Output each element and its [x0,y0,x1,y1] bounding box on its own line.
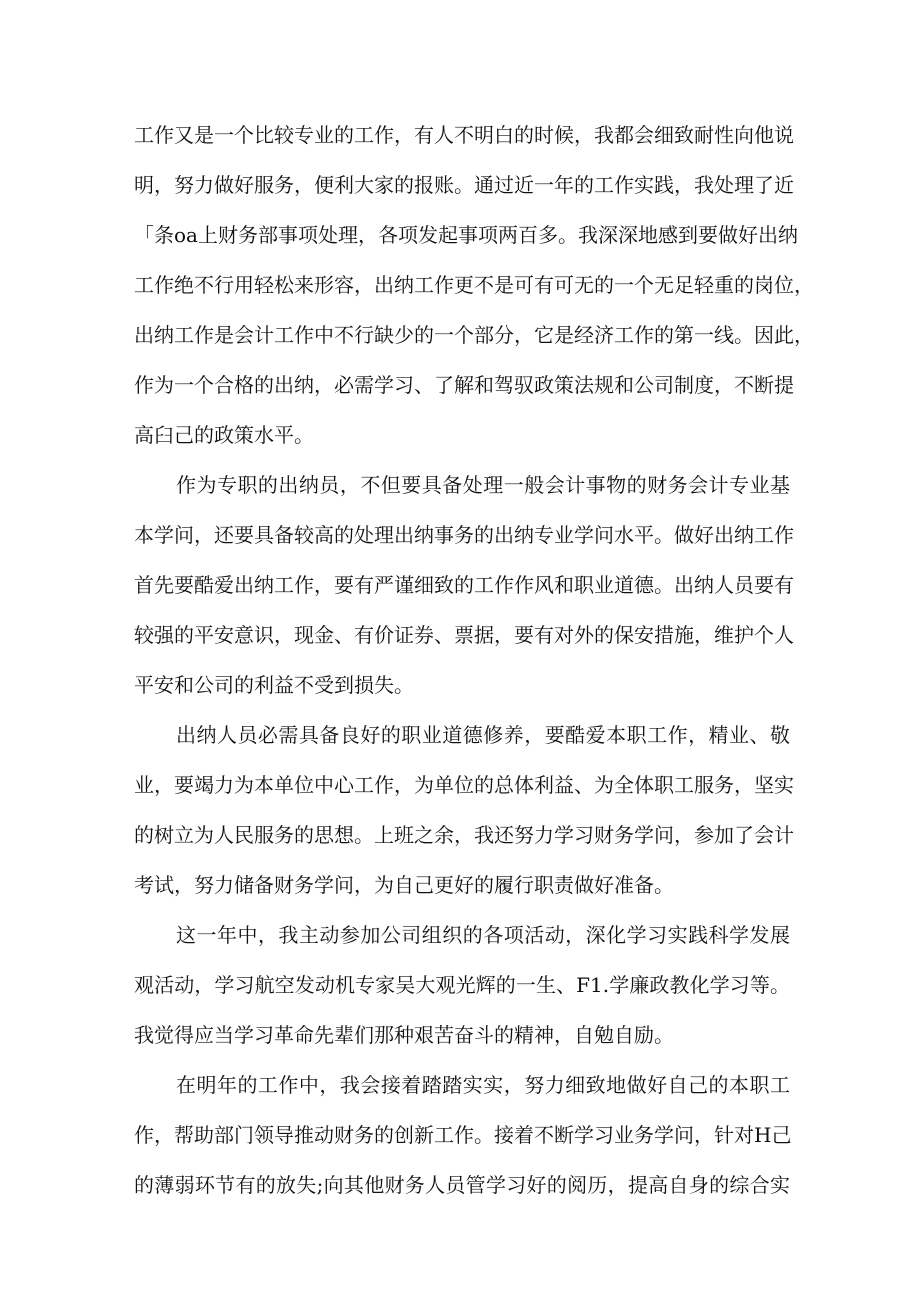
text-line: 较强的平安意识，现金、有价证券、票据，要有对外的保安措施，维护个人 [134,623,794,647]
paragraph-first-line: 作为专职的出纳员，不但要具备处理一般会计事物的财务会计专业基 [176,473,790,497]
text-line: 的树立为人民服务的思想。上班之余，我还努力学习财务学问，参加了会计 [134,823,794,847]
text-line: 的薄弱环节有的放失;向其他财务人员管学习好的阅历，提高自身的综合实 [134,1173,790,1197]
text-line: 首先要酷爱出纳工作，要有严谨细致的工作作风和职业道德。出纳人员要有 [134,573,794,597]
paragraph-first-line: 这一年中，我主动参加公司组织的各项活动，深化学习实践科学发展 [176,923,790,947]
text-line: 业，要竭力为本单位中心工作，为单位的总体利益、为全体职工服务，坚实 [134,773,794,797]
text-line: 考试，努力储备财务学问，为自己更好的履行职责做好准备。 [134,873,674,897]
paragraph-first-line: 在明年的工作中，我会接着踏踏实实，努力细致地做好自己的本职工 [176,1073,790,1097]
text-line: 本学问，还要具备较高的处理出纳事务的出纳专业学问水平。做好出纳工作 [134,523,794,547]
text-line: 作为一个合格的出纳，必需学习、了解和驾驭政策法规和公司制度，不断提 [134,373,794,397]
text-line: 工作绝不行用轻松来形容，出纳工作更不是可有可无的一个无足轻重的岗位， [134,273,814,297]
text-line: 平安和公司的利益不受到损失。 [134,673,414,697]
text-line: 明，努力做好服务，便利大家的报账。通过近一年的工作实践，我处理了近 [134,173,794,197]
text-line: 「条oa上财务部事项处理，各项发起事项两百多。我深深地感到要做好出纳 [134,223,798,247]
text-line: 观活动，学习航空发动机专家吴大观光辉的一生、F1.学廉政教化学习等。 [134,973,790,997]
text-line: 工作又是一个比较专业的工作，有人不明白的时候，我都会细致耐性向他说 [134,123,794,147]
paragraph-first-line: 出纳人员必需具备良好的职业道德修养，要酷爱本职工作，精业、敬 [176,723,790,747]
text-line: 出纳工作是会计工作中不行缺少的一个部分，它是经济工作的第一线。因此， [134,323,814,347]
text-line: 我觉得应当学习革命先辈们那种艰苦奋斗的精神，自勉自励。 [134,1023,674,1047]
text-line: 作，帮助部门领导推动财务的创新工作。接着不断学习业务学问，针对H己 [134,1123,792,1147]
document-body [134,118,814,1218]
text-line: 高臼己的政策水平。 [134,423,314,447]
